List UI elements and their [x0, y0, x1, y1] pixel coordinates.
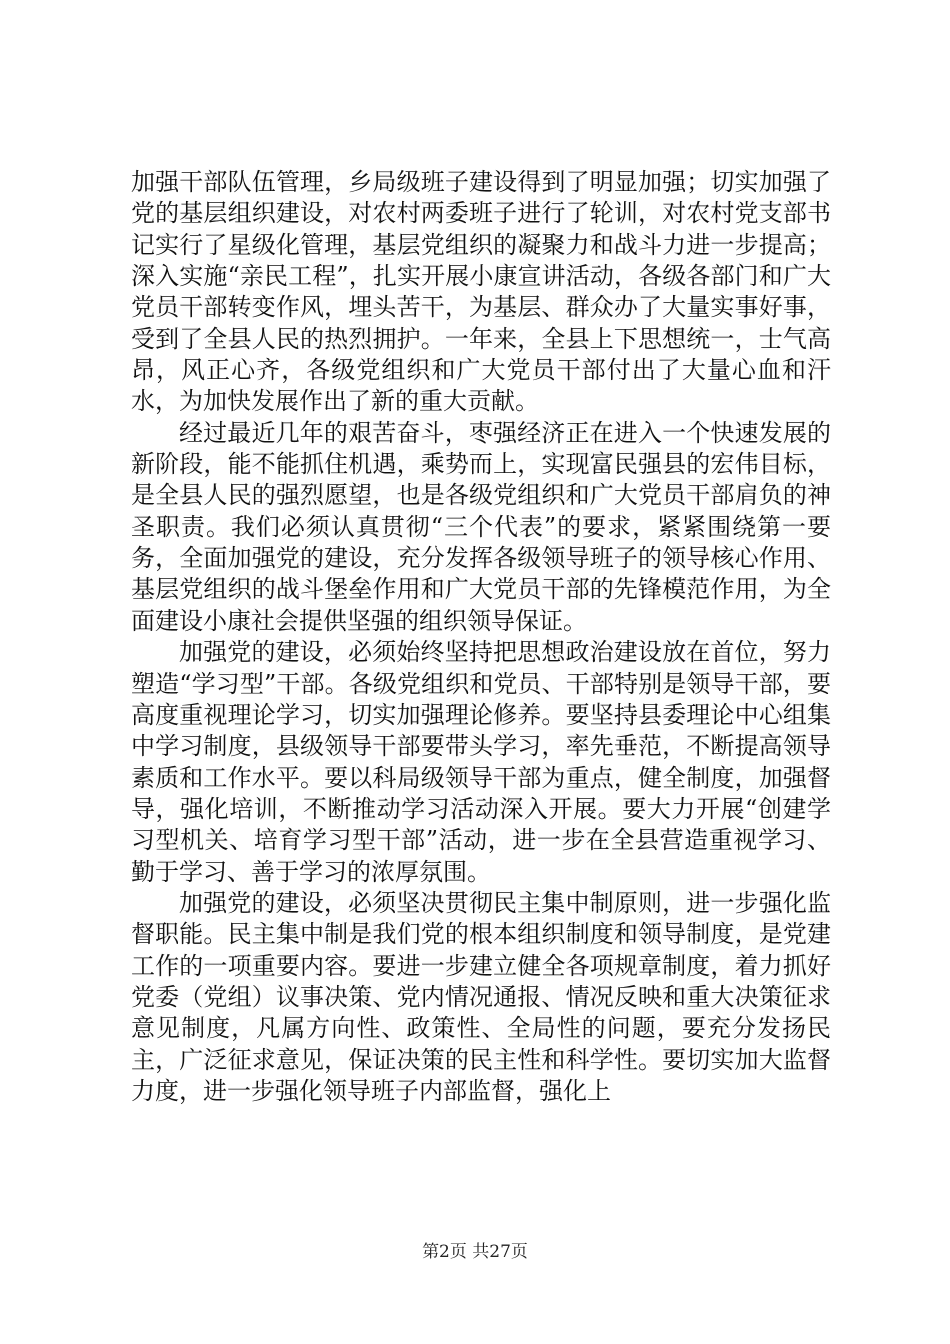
paragraph-2: 经过最近几年的艰苦奋斗，枣强经济正在进入一个快速发展的新阶段，能不能抓住机遇，乘势而上，实现富民强县的宏伟目标，是全县人民的强烈愿望，也是各级党组织和广大党员干部肩负的神圣职责。我们必须认真贯彻“三个代表”的要求，紧紧围绕第一要务，全面加强党的建设，充分发挥各级领导班子的领导核心作用、基层党组织的战斗堡垒作用和广大党员干部的先锋模范作用，为全面建设小康社会提供坚强的组织领导保证。 [131, 418, 831, 635]
paragraph-4: 加强党的建设，必须坚决贯彻民主集中制原则，进一步强化监督职能。民主集中制是我们党的根本组织制度和领导制度，是党建工作的一项重要内容。要进一步建立健全各项规章制度，着力抓好党委（党组）议事决策、党内情况通报、情况反映和重大决策征求意见制度，凡属方向性、政策性、全局性的问题，要充分发扬民主，广泛征求意见，保证决策的民主性和科学性。要切实加大监督力度，进一步强化领导班子内部监督，强化上 [131, 888, 831, 1105]
page-number-footer: 第2页 共27页 [422, 1242, 528, 1262]
paragraph-3: 加强党的建设，必须始终坚持把思想政治建设放在首位，努力塑造“学习型”干部。各级党组织和党员、干部特别是领导干部，要高度重视理论学习，切实加强理论修养。要坚持县委理论中心组集中学习制度，县级领导干部要带头学习，率先垂范，不断提高领导素质和工作水平。要以科局级领导干部为重点，健全制度，加强督导，强化培训，不断推动学习活动深入开展。要大力开展“创建学习型机关、培育学习型干部”活动，进一步在全县营造重视学习、勤于学习、善于学习的浓厚氛围。 [131, 638, 831, 886]
paragraph-1: 加强干部队伍管理，乡局级班子建设得到了明显加强；切实加强了党的基层组织建设，对农村两委班子进行了轮训，对农村党支部书记实行了星级化管理，基层党组织的凝聚力和战斗力进一步提高；深入实施“亲民工程”，扎实开展小康宣讲活动，各级各部门和广大党员干部转变作风，埋头苦干，为基层、群众办了大量实事好事，受到了全县人民的热烈拥护。一年来，全县上下思想统一，士气高昂，风正心齐，各级党组织和广大党员干部付出了大量心血和汗水，为加快发展作出了新的重大贡献。 [131, 168, 831, 416]
body-text [131, 167, 831, 1107]
